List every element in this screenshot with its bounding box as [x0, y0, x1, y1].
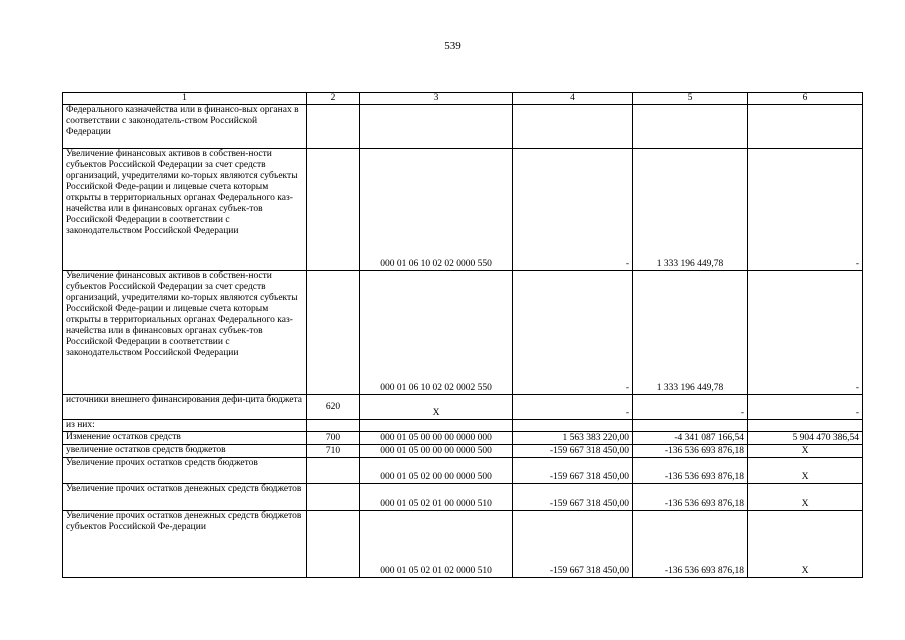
row-value-6: - [748, 395, 863, 420]
table-row [63, 445, 863, 458]
row-value-4: -159 667 318 450,00 [513, 445, 633, 458]
row-value-4: - [513, 271, 633, 395]
row-value-6: - [748, 271, 863, 395]
row-code: 620 [307, 395, 360, 420]
row-kbk: 000 01 05 02 01 00 0000 510 [360, 484, 513, 511]
row-code [307, 149, 360, 271]
row-value-5: 1 333 196 449,78 [633, 271, 748, 395]
row-value-5: -136 536 693 876,18 [633, 458, 748, 484]
row-code [307, 458, 360, 484]
row-value-4: -159 667 318 450,00 [513, 511, 633, 578]
row-kbk: 000 01 05 00 00 00 0000 000 [360, 432, 513, 445]
table-row [63, 484, 863, 511]
table-row [63, 395, 863, 420]
row-value-4: 1 563 383 220,00 [513, 432, 633, 445]
row-kbk: X [360, 395, 513, 420]
row-value-6: - [748, 149, 863, 271]
row-name: Изменение остатков средств [63, 432, 307, 445]
header-cell-4: 4 [513, 93, 633, 105]
row-value-6: X [748, 511, 863, 578]
row-value-6: X [748, 445, 863, 458]
row-value-5: -136 536 693 876,18 [633, 445, 748, 458]
row-name: Увеличение прочих остатков средств бюджетов [63, 458, 307, 484]
row-name: Федерального казначейства или в финансо-вых органах в соответствии с законодатель-ством Российской Федерации [63, 105, 307, 149]
row-value-4 [513, 420, 633, 432]
row-value-5 [633, 105, 748, 149]
row-code: 710 [307, 445, 360, 458]
row-value-4: - [513, 149, 633, 271]
table-row [63, 432, 863, 445]
table-row [63, 149, 863, 271]
row-code: 700 [307, 432, 360, 445]
budget-sources-table [62, 92, 863, 578]
table-row [63, 105, 863, 149]
row-value-5: 1 333 196 449,78 [633, 149, 748, 271]
row-code [307, 484, 360, 511]
row-name: Увеличение прочих остатков денежных средств бюджетов [63, 484, 307, 511]
row-value-5: -136 536 693 876,18 [633, 484, 748, 511]
header-row [63, 93, 863, 105]
row-kbk [360, 420, 513, 432]
row-code [307, 105, 360, 149]
table-row [63, 458, 863, 484]
row-value-5 [633, 420, 748, 432]
header-cell-5: 5 [633, 93, 748, 105]
page-number: 539 [444, 40, 461, 52]
header-cell-6: 6 [748, 93, 863, 105]
row-kbk: 000 01 06 10 02 02 0002 550 [360, 271, 513, 395]
header-cell-1: 1 [63, 93, 307, 105]
row-kbk: 000 01 05 00 00 00 0000 500 [360, 445, 513, 458]
row-name: увеличение остатков средств бюджетов [63, 445, 307, 458]
row-value-6 [748, 105, 863, 149]
row-name: источники внешнего финансирования дефи-цита бюджета [63, 395, 307, 420]
row-name: из них: [63, 420, 307, 432]
row-value-5: - [633, 395, 748, 420]
row-value-6: X [748, 484, 863, 511]
row-value-5: -4 341 087 166,54 [633, 432, 748, 445]
row-value-4: -159 667 318 450,00 [513, 484, 633, 511]
row-value-6: 5 904 470 386,54 [748, 432, 863, 445]
row-kbk: 000 01 06 10 02 02 0000 550 [360, 149, 513, 271]
row-name: Увеличение финансовых активов в собствен-ности субъектов Российской Федерации за счет средств организаций, учредителями ко-торых являются субъекты Российской Феде-рации и лицевые счета которым открыты в территориальных органах Федерального каз-начейства или в финансовых органах субъек-тов Российской Федерации в соответствии с законодательством Российской Федерации [63, 149, 307, 271]
row-value-6 [748, 420, 863, 432]
table-row [63, 511, 863, 578]
row-value-5: -136 536 693 876,18 [633, 511, 748, 578]
row-value-4 [513, 105, 633, 149]
row-value-4: -159 667 318 450,00 [513, 458, 633, 484]
row-code [307, 420, 360, 432]
row-name: Увеличение прочих остатков денежных средств бюджетов субъектов Российской Фе-дерации [63, 511, 307, 578]
header-cell-3: 3 [360, 93, 513, 105]
table-row [63, 271, 863, 395]
header-cell-2: 2 [307, 93, 360, 105]
row-code [307, 511, 360, 578]
row-code [307, 271, 360, 395]
row-value-6: X [748, 458, 863, 484]
row-kbk: 000 01 05 02 01 02 0000 510 [360, 511, 513, 578]
row-kbk [360, 105, 513, 149]
row-name: Увеличение финансовых активов в собствен-ности субъектов Российской Федерации за счет средств организаций, учредителями ко-торых являются субъекты Российской Феде-рации и лицевые счета которым открыты в территориальных органах Федерального каз-начейства или в финансовых органах субъек-тов Российской Федерации в соответствии с законодательством Российской Федерации [63, 271, 307, 395]
row-value-4: - [513, 395, 633, 420]
row-kbk: 000 01 05 02 00 00 0000 500 [360, 458, 513, 484]
table-row [63, 420, 863, 432]
